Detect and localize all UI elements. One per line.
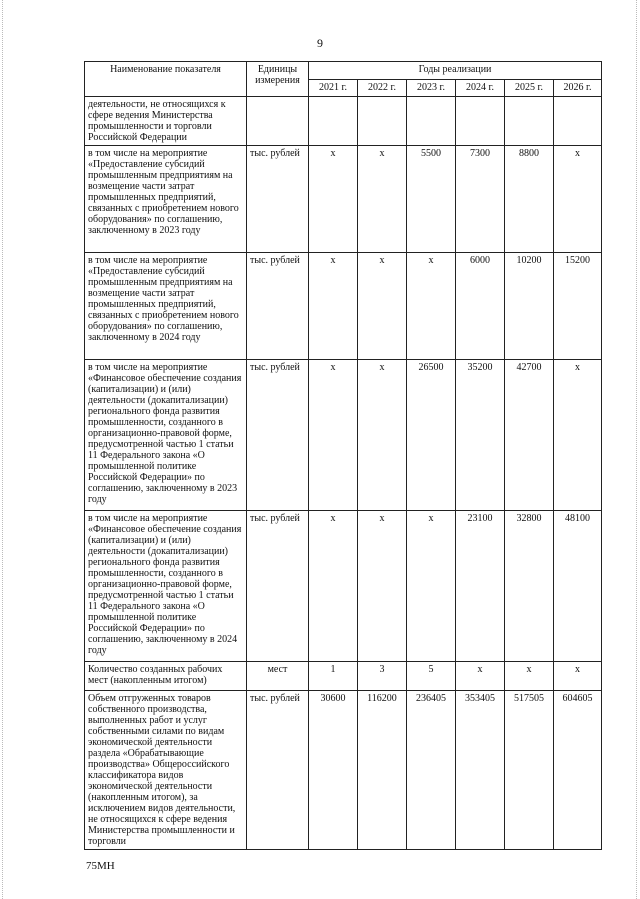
value-2021: x <box>309 511 358 662</box>
value-2024: 6000 <box>456 253 505 360</box>
value-2023: x <box>407 253 456 360</box>
value-2022: x <box>358 146 407 253</box>
value-2023: x <box>407 511 456 662</box>
value-2025: 517505 <box>505 691 554 850</box>
value-2025: 8800 <box>505 146 554 253</box>
value-2021: x <box>309 360 358 511</box>
value-2023: 26500 <box>407 360 456 511</box>
value-2025: 32800 <box>505 511 554 662</box>
value-2023: 5 <box>407 662 456 691</box>
indicator-name: Количество созданных рабочих мест (накопленным итогом) <box>85 662 247 691</box>
table-row <box>85 691 602 850</box>
value-2023 <box>407 97 456 146</box>
document-code: 75МН <box>86 860 115 872</box>
header-year-2021: 2021 г. <box>309 79 358 97</box>
unit-cell <box>247 97 309 146</box>
unit-cell: тыс. рублей <box>247 511 309 662</box>
value-2025 <box>505 97 554 146</box>
value-2022: 3 <box>358 662 407 691</box>
indicator-name: в том числе на мероприятие «Предоставление субсидий промышленным предприятиям на возмещение части затрат промышленных предприятий, связанных с приобретением нового оборудования» по соглашению, заключенному в 2023 году <box>85 146 247 253</box>
value-2022: x <box>358 253 407 360</box>
header-row-top <box>85 62 602 80</box>
value-2023: 5500 <box>407 146 456 253</box>
table-row <box>85 253 602 360</box>
value-2024: x <box>456 662 505 691</box>
unit-cell: мест <box>247 662 309 691</box>
value-2026: 48100 <box>554 511 602 662</box>
value-2026: 15200 <box>554 253 602 360</box>
value-2026: x <box>554 146 602 253</box>
value-2024: 35200 <box>456 360 505 511</box>
value-2021: 1 <box>309 662 358 691</box>
header-indicator-name: Наименование показателя <box>85 62 247 97</box>
value-2023: 236405 <box>407 691 456 850</box>
header-unit: Единицы измерения <box>247 62 309 97</box>
indicator-name: в том числе на мероприятие «Предоставление субсидий промышленным предприятиям на возмещение части затрат промышленных предприятий, связанных с приобретением нового оборудования» по соглашению, заключенному в 2024 году <box>85 253 247 360</box>
value-2024: 23100 <box>456 511 505 662</box>
header-year-2024: 2024 г. <box>456 79 505 97</box>
header-year-2023: 2023 г. <box>407 79 456 97</box>
indicator-name: деятельности, не относящихся к сфере ведения Министерства промышленности и торговли Российской Федерации <box>85 97 247 146</box>
value-2022: 116200 <box>358 691 407 850</box>
unit-cell: тыс. рублей <box>247 691 309 850</box>
value-2021 <box>309 97 358 146</box>
indicator-name: в том числе на мероприятие «Финансовое обеспечение создания (капитализации) и (или) деятельности (докапитализации) регионального фонда развития промышленности, созданного в организационно-правовой форме, предусмотренной частью 1 статьи 11 Федерального закона «О промышленной политике Российской Федерации» по соглашению, заключенному в 2024 году <box>85 511 247 662</box>
table-row <box>85 360 602 511</box>
value-2021: x <box>309 253 358 360</box>
unit-cell: тыс. рублей <box>247 146 309 253</box>
value-2022: x <box>358 511 407 662</box>
value-2024 <box>456 97 505 146</box>
page-number: 9 <box>317 36 323 50</box>
scan-edge-right <box>636 0 638 899</box>
table-row <box>85 662 602 691</box>
indicators-table <box>84 61 602 850</box>
header-year-2022: 2022 г. <box>358 79 407 97</box>
table-row <box>85 511 602 662</box>
value-2021: x <box>309 146 358 253</box>
indicator-name: Объем отгруженных товаров собственного производства, выполненных работ и услуг собственными силами по видам экономической деятельности раздела «Обрабатывающие производства» Общероссийского классификатора видов экономической деятельности (накопленным итогом), за исключением видов деятельности, не относящихся к сфере ведения Министерства промышленности и торговли <box>85 691 247 850</box>
value-2026: 604605 <box>554 691 602 850</box>
value-2024: 7300 <box>456 146 505 253</box>
value-2026: x <box>554 662 602 691</box>
value-2021: 30600 <box>309 691 358 850</box>
value-2026: x <box>554 360 602 511</box>
header-year-2026: 2026 г. <box>554 79 602 97</box>
unit-cell: тыс. рублей <box>247 253 309 360</box>
table-row <box>85 146 602 253</box>
value-2022: x <box>358 360 407 511</box>
unit-cell: тыс. рублей <box>247 360 309 511</box>
value-2026 <box>554 97 602 146</box>
value-2025: 42700 <box>505 360 554 511</box>
value-2024: 353405 <box>456 691 505 850</box>
scan-edge-left <box>2 0 4 899</box>
header-years-group: Годы реализации <box>309 62 602 80</box>
indicator-name: в том числе на мероприятие «Финансовое обеспечение создания (капитализации) и (или) деятельности (докапитализации) регионального фонда развития промышленности, созданного в организационно-правовой форме, предусмотренной частью 1 статьи 11 Федерального закона «О промышленной политике Российской Федерации» по соглашению, заключенному в 2023 году <box>85 360 247 511</box>
table-row <box>85 97 602 146</box>
value-2025: 10200 <box>505 253 554 360</box>
value-2025: x <box>505 662 554 691</box>
value-2022 <box>358 97 407 146</box>
header-year-2025: 2025 г. <box>505 79 554 97</box>
